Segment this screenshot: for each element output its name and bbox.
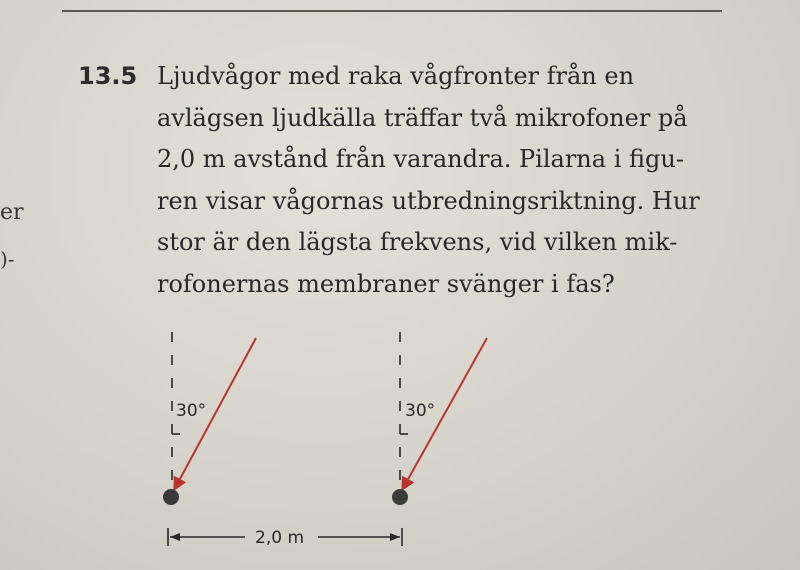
problem-line-3: 2,0 m avstånd från varandra. Pilarna i figu- xyxy=(157,145,684,173)
distance-label: 2,0 m xyxy=(255,528,304,548)
problem-line-5: stor är den lägsta frekvens, vid vilken mik- xyxy=(157,228,678,256)
distance-right-arrowhead xyxy=(390,533,400,541)
left-microphone-group xyxy=(163,332,256,505)
problem-line-4: ren visar vågornas utbredningsriktning. Hur xyxy=(157,186,700,215)
problem-line-2: avlägsen ljudkälla träffar två mikrofoner på xyxy=(157,103,688,132)
problem-line-1: Ljudvågor med raka vågfronter från en xyxy=(157,62,635,90)
left-microphone xyxy=(163,489,179,505)
problem-line-6: rofonernas membraner svänger i fas? xyxy=(157,269,615,298)
margin-fragment-dash: )- xyxy=(0,247,15,271)
right-microphone xyxy=(392,489,408,505)
margin-fragment-er: er xyxy=(0,200,24,225)
right-angle-label: 30° xyxy=(405,401,436,421)
distance-left-arrowhead xyxy=(170,533,180,541)
problem-number: 13.5 xyxy=(78,62,138,90)
left-angle-label: 30° xyxy=(176,401,207,421)
right-microphone-group xyxy=(392,332,487,505)
distance-dimension xyxy=(168,528,402,548)
